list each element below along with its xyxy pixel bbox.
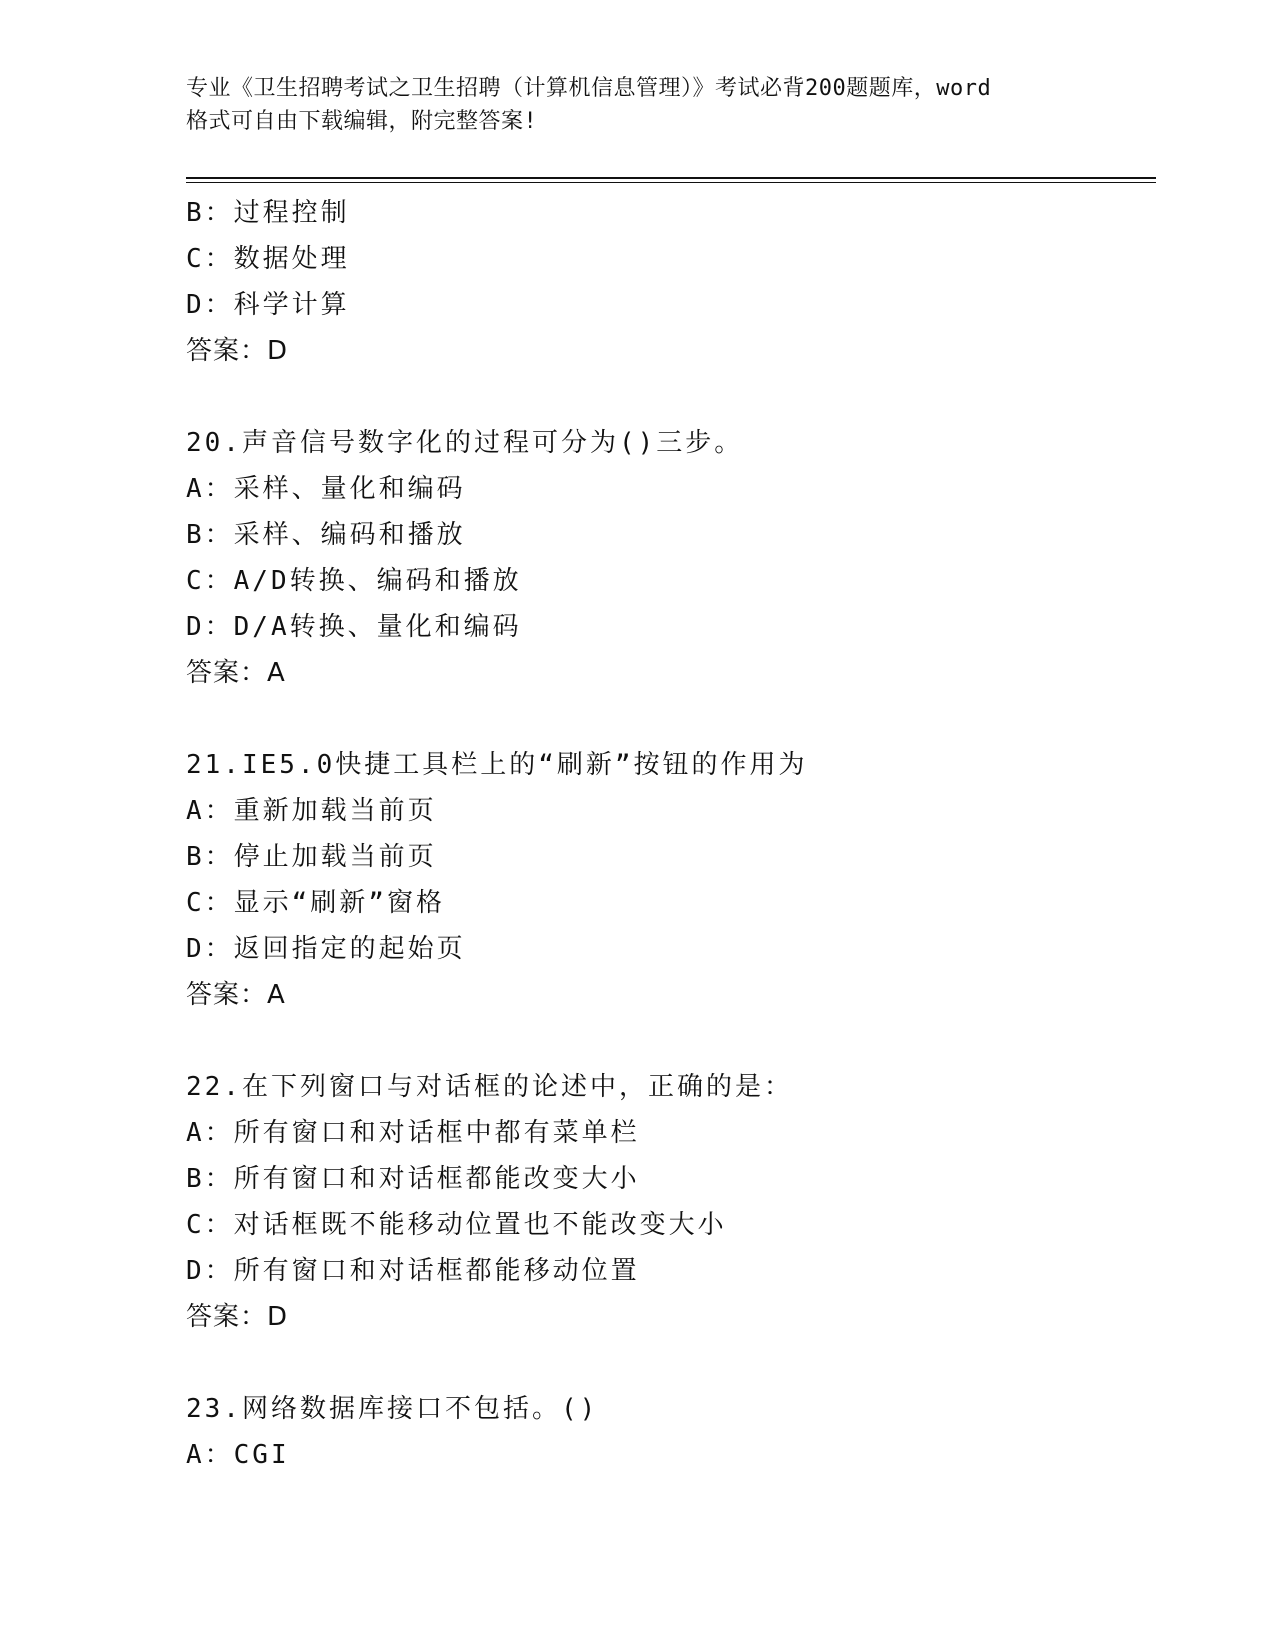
question-text: 23.网络数据库接口不包括。() — [186, 1394, 599, 1424]
question-21 — [186, 742, 1156, 1018]
option-d: D：科学计算 — [186, 290, 350, 320]
option-c: C：显示“刷新”窗格 — [186, 888, 445, 918]
option-d: D：返回指定的起始页 — [186, 934, 466, 964]
header-divider-thick — [186, 177, 1156, 179]
question-text: 22.在下列窗口与对话框的论述中，正确的是： — [186, 1072, 793, 1102]
answer-line: 答案：A — [186, 980, 286, 1010]
option-c: C：A/D转换、编码和播放 — [186, 566, 522, 596]
option-a: A：重新加载当前页 — [186, 796, 437, 826]
question-20 — [186, 420, 1156, 696]
option-b: B：停止加载当前页 — [186, 842, 437, 872]
option-b: B：采样、编码和播放 — [186, 520, 466, 550]
answer-line: 答案：D — [186, 1302, 289, 1332]
spacer — [186, 696, 1156, 742]
answer-line: 答案：D — [186, 336, 289, 366]
header-line-1: 专业《卫生招聘考试之卫生招聘（计算机信息管理）》考试必背200题题库，word — [186, 76, 992, 101]
question-text: 20.声音信号数字化的过程可分为()三步。 — [186, 428, 744, 458]
option-a: A：CGI — [186, 1440, 290, 1470]
question-23 — [186, 1386, 1156, 1478]
option-c: C：数据处理 — [186, 244, 350, 274]
question-22 — [186, 1064, 1156, 1340]
spacer — [186, 1340, 1156, 1386]
option-d: D：D/A转换、量化和编码 — [186, 612, 522, 642]
header-line-2: 格式可自由下载编辑，附完整答案! — [186, 109, 538, 134]
option-a: A：所有窗口和对话框中都有菜单栏 — [186, 1118, 640, 1148]
header-divider-thin — [186, 182, 1156, 183]
option-c: C：对话框既不能移动位置也不能改变大小 — [186, 1210, 727, 1240]
spacer — [186, 1018, 1156, 1064]
question-list — [186, 190, 1156, 1478]
spacer — [186, 374, 1156, 420]
question-19-tail — [186, 190, 1156, 374]
option-d: D：所有窗口和对话框都能移动位置 — [186, 1256, 640, 1286]
document-header — [186, 72, 1086, 138]
question-text: 21.IE5.0快捷工具栏上的“刷新”按钮的作用为 — [186, 750, 808, 780]
option-b: B：所有窗口和对话框都能改变大小 — [186, 1164, 640, 1194]
option-a: A：采样、量化和编码 — [186, 474, 466, 504]
answer-line: 答案：A — [186, 658, 286, 688]
option-b: B：过程控制 — [186, 198, 350, 228]
